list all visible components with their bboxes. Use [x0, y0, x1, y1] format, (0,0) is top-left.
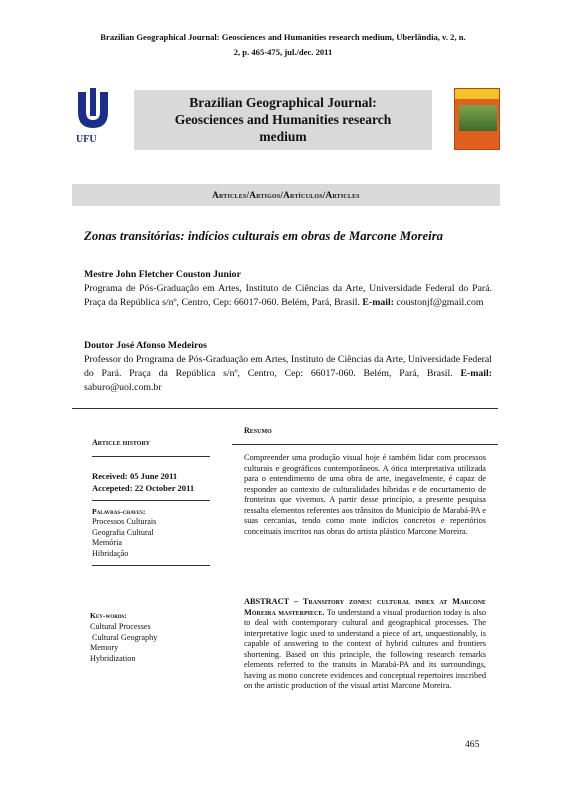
author-block-2 — [84, 339, 492, 395]
masthead — [72, 88, 500, 154]
author-email: coustonjf@gmail.com — [396, 297, 484, 308]
keywords-rule-top — [92, 500, 210, 501]
resumo-rule — [232, 444, 498, 445]
running-header-line2: 2, p. 465-475, jul./dec. 2011 — [233, 47, 333, 57]
ufu-logo — [72, 88, 114, 150]
journal-title-line1: Brazilian Geographical Journal: — [189, 95, 377, 110]
running-header-line1: Brazilian Geographical Journal: Geosciences and Humanities research medium, Uberlândia, v. 2, n. — [100, 32, 466, 42]
article-dates — [92, 470, 194, 494]
ufu-logo-icon — [72, 88, 114, 134]
section-bar: Articles/Artigos/Artículos/Articles — [72, 184, 500, 206]
keywords-pt-list — [92, 517, 156, 559]
keywords-rule-bottom — [92, 565, 210, 566]
affiliation-text: Programa de Pós-Graduação em Artes, Instituto de Ciências da Arte, Universidade Federal do Pará. Praça da República s/nº, Centro, Cep: 66017-060. Belém, Pará, Brasil. — [84, 283, 492, 308]
author-affiliation — [84, 282, 492, 310]
abstract-block — [244, 597, 486, 692]
abstract-body: To understand a visual production today is also to deal with contemporary cultural and geographical processes. The interpretative logic used to understand a piece of art, unquestionably, is capable of answering to the context of hybrid cultures and frontiers shortening. Based on this principle, the following research remarks elements referred to the transits in Marabá-PA and its surroundings, having as motto concrete evidences and conceptual repertoires inscribed on the artistic production of the visual artist Marcone Moreira. — [244, 607, 486, 690]
keyword-item: Cultural Geography — [90, 632, 158, 642]
author-block-1 — [84, 268, 492, 310]
journal-cover-thumbnail — [454, 88, 500, 150]
received-date: Received: 05 June 2011 — [92, 471, 178, 481]
article-title: Zonas transitórias: indícios culturais em obras de Marcone Moreira — [84, 229, 444, 243]
author-name: Mestre John Fletcher Couston Junior — [84, 269, 241, 280]
affiliation-text: Professor do Programa de Pós-Graduação em Artes, Instituto de Ciências da Arte, Universidade Federal do Pará. Praça da República s/nº, Centro, Cep: 66017-060. Belém, Pará, Brasil. — [84, 354, 492, 379]
page-number: 465 — [465, 739, 480, 750]
keywords-en-list — [90, 622, 157, 664]
abstract-heading: ABSTRACT – Transitory zones: cultural index at Marcone Moreira masterpiece. — [244, 597, 486, 617]
keyword-item: Processos Culturais — [92, 517, 157, 526]
history-rule — [92, 456, 210, 457]
email-label: E-mail: — [460, 368, 493, 379]
keyword-item: Memory — [90, 643, 119, 652]
keyword-item: Memória — [92, 538, 123, 547]
keywords-pt-label: Palavras-chaves: — [92, 507, 146, 516]
author-affiliation — [84, 353, 492, 395]
journal-title-line2: Geosciences and Humanities research — [174, 112, 392, 127]
resumo-heading: Resumo — [244, 426, 272, 435]
journal-title — [134, 90, 432, 145]
keyword-item: Cultural Processes — [90, 622, 151, 631]
keywords-en-label: Key-words: — [90, 611, 127, 620]
keyword-item: Geografia Cultural — [92, 527, 154, 537]
email-label: E-mail: — [362, 297, 394, 308]
history-label: Article history — [92, 438, 150, 447]
ufu-logo-text: UFU — [76, 134, 97, 145]
cover-photo — [459, 105, 497, 131]
journal-title-line3: medium — [259, 129, 307, 144]
author-name: Doutor José Afonso Medeiros — [84, 340, 207, 351]
keyword-item: Hibridação — [92, 548, 129, 558]
resumo-body: Compreender uma produção visual hoje é também lidar com processos culturais e geográficos contemporâneos. A ótica interpretativa utilizada para o entendimento de uma obra de arte, inegavelmente, é capaz de responder ao contexto de culturalidades híbridas e de encurtamento de fronteiras que vivemos. A partir desse princípio, a presente pesquisa ressalta elementos referentes aos trânsitos do Município de Marabá-PA e suas cercanias, tendo como mote indícios concretos e repertórios conceituais inscritos nas obras do artista plástico Marcone Moreira. — [244, 453, 486, 536]
running-header — [70, 30, 496, 60]
section-divider — [72, 408, 498, 409]
journal-title-box — [134, 90, 432, 150]
cover-band — [455, 89, 499, 99]
accepted-date: Accepeted: 22 October 2011 — [92, 483, 195, 493]
keyword-item: Hybridization — [90, 653, 136, 663]
author-email: saburo@uol.com.br — [84, 382, 162, 393]
